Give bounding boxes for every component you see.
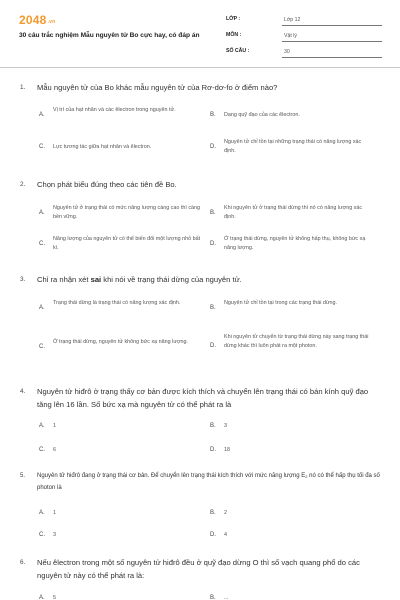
option-text: Vị trí của hạt nhân và các êlectron trong nguyên tử. xyxy=(53,107,176,113)
option-text: ... xyxy=(224,595,229,600)
option-text: 4 xyxy=(224,532,227,538)
option-letter: D. xyxy=(210,343,216,349)
question-text: Nếu êlectron trong một số nguyên tử hiđrô đều ở quỹ đạo dừng O thì số vạch quang phổ do các nguyên tử này có thể phát ra là: xyxy=(37,558,360,580)
meta-grade xyxy=(226,12,382,28)
option-text: Khi nguyên tử chuyển từ trạng thái dừng này sang trạng thái dừng khác thì luôn phát ra một photon. xyxy=(224,334,369,349)
question-stem xyxy=(20,556,382,582)
question-3 xyxy=(20,273,382,350)
question-number: 3. xyxy=(20,276,26,283)
option-text: 1 xyxy=(53,423,56,429)
option-letter: D. xyxy=(210,144,216,150)
question-text-after: nó có thể hấp thụ tối đa số photon là xyxy=(37,473,380,491)
question-4 xyxy=(20,385,382,453)
option-text: Ở trạng thái dừng, nguyên tử không hấp thụ, không bức xạ năng lượng. xyxy=(224,236,366,251)
option-letter: B. xyxy=(210,510,216,516)
option-letter: D. xyxy=(210,532,216,538)
question-text-before: Chỉ ra nhận xét xyxy=(37,275,91,284)
option-letter: C. xyxy=(39,144,45,150)
option-letter: C. xyxy=(39,447,45,453)
option-letter: A. xyxy=(39,423,45,429)
question-number: 4. xyxy=(20,388,26,395)
meta-grade-value: Lớp 12 xyxy=(282,15,382,26)
question-stem xyxy=(20,178,382,191)
question-text: Nguyên tử hiđrô ở trạng thấy cơ bản được kích thích và chuyển lên trạng thái có bán kính quỹ đạo tăng lên 16 lần. Số bức xạ mà nguyên tử có thể phát ra là xyxy=(37,387,369,409)
option-letter: A. xyxy=(39,595,45,600)
option-text: 3 xyxy=(224,423,227,429)
question-text: Chọn phát biểu đúng theo các tiên đề Bo. xyxy=(37,180,177,189)
option-letter: B. xyxy=(210,112,216,118)
question-number: 6. xyxy=(20,559,26,566)
question-stem xyxy=(20,385,382,411)
option-text: Khi nguyên tử ở trạng thái dừng thì nó có năng lượng xác định. xyxy=(224,205,363,220)
question-stem xyxy=(20,273,382,286)
meta-count-value: 30 xyxy=(282,47,382,58)
option-text: 18 xyxy=(224,447,230,453)
question-text-emphasis: sai xyxy=(90,275,102,284)
option-letter: A. xyxy=(39,210,45,216)
option-text: Năng lượng của nguyên tử có thể biến đổi một lượng nhỏ bất kì. xyxy=(53,236,201,251)
option-letter: D. xyxy=(210,241,216,247)
option-text: 3 xyxy=(53,532,56,538)
subscript: 2 xyxy=(305,474,308,479)
option-text: Trạng thái dừng là trạng thái có năng lượng xác định. xyxy=(53,300,181,306)
question-1 xyxy=(20,81,382,154)
header-divider xyxy=(0,67,400,68)
option-text: Nguyên tử ở trạng thái có mức năng lượng càng cao thì càng bền vững. xyxy=(53,205,201,220)
question-text: Mẫu nguyên tử của Bo khác mẫu nguyên tử của Rơ-dơ-fo ở điểm nào? xyxy=(37,83,278,92)
question-text-after: khi nói về trạng thái dừng của nguyên tử. xyxy=(101,275,242,284)
option-text: Ở trạng thái dừng, nguyên tử không bức xạ năng lượng. xyxy=(53,339,188,345)
meta-subject-value: Vật lý xyxy=(282,31,382,42)
option-letter: C. xyxy=(39,344,45,350)
question-number: 5. xyxy=(20,473,26,479)
option-text: Nguyên tử chỉ tồn tại những trạng thái có năng lượng xác định. xyxy=(224,139,362,154)
option-text: Nguyên tử chỉ tồn tại trong các trạng thái dừng. xyxy=(224,300,337,306)
option-text: Lực tương tác giữa hạt nhân và êlectron. xyxy=(53,144,152,150)
question-number: 1. xyxy=(20,84,26,91)
meta-subject-label: MÔN : xyxy=(226,32,242,38)
site-logo[interactable]: $2048^{.vn}$ xyxy=(19,13,56,27)
question-stem xyxy=(20,81,382,94)
document-header xyxy=(0,0,400,68)
option-letter: B. xyxy=(210,305,216,311)
question-stem xyxy=(20,471,382,493)
option-text: 6 xyxy=(53,447,56,453)
option-letter: B. xyxy=(210,595,216,600)
meta-count xyxy=(226,44,382,60)
option-letter: C. xyxy=(39,241,45,247)
question-6 xyxy=(20,556,382,600)
option-letter: A. xyxy=(39,510,45,516)
option-letter: C. xyxy=(39,532,45,538)
option-letter: B. xyxy=(210,423,216,429)
question-2 xyxy=(20,178,382,251)
option-letter: B. xyxy=(210,210,216,216)
option-text: 1 xyxy=(53,510,56,516)
option-text: 5 xyxy=(53,595,56,600)
question-5 xyxy=(20,471,382,538)
meta-grade-label: LỚP : xyxy=(226,16,241,22)
option-letter: A. xyxy=(39,112,45,118)
option-letter: A. xyxy=(39,305,45,311)
document-title: 30 câu trắc nghiệm Mẫu nguyên tử Bo cực hay, có đáp án xyxy=(19,32,200,39)
document-meta xyxy=(226,12,382,60)
question-number: 2. xyxy=(20,181,26,188)
question-text-before: Nguyên tử hiđrô đang ở trạng thái cơ bản. Để chuyển lên trạng thái kích thích với mức năng lượng E xyxy=(37,473,306,479)
option-text: Dạng quỹ đạo của các êlectron. xyxy=(224,112,300,118)
meta-count-label: SỐ CÂU : xyxy=(226,48,250,54)
option-text: 2 xyxy=(224,510,227,516)
meta-subject xyxy=(226,28,382,44)
option-letter: D. xyxy=(210,447,216,453)
